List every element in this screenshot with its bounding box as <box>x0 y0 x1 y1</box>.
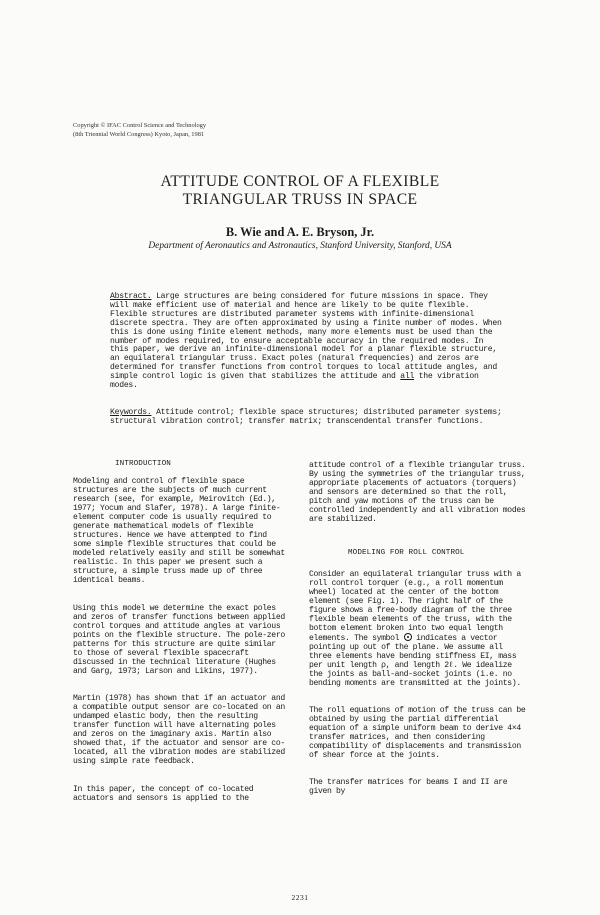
keywords-label: Keywords. <box>110 408 152 417</box>
authors: B. Wie and A. E. Bryson, Jr. <box>225 225 375 239</box>
roll-control-heading: MODELING FOR ROLL CONTROL <box>348 549 465 557</box>
roll-paragraph-1 <box>309 570 527 688</box>
keywords <box>110 409 505 427</box>
abstract-text: Large structures are being considered for future missions in space. They will make efficient use of material and hence are likely to be quite flexible. Flexible structures are distributed parameter systems with infinite-dimensional discrete spectra. They are often approximated by using a finite number of modes. When this is done using finite element methods, many more elements must be used than the number of modes required, to ensure acceptable accuracy in the required modes. In this paper, we derive an infinite-dimensional model for a planar flexible structure, an equilateral triangular truss. Exact poles (natural frequencies) and zeros are determined for transfer functions from control torques to local attitude angles, and simple control logic is given that stabilizes the attitude and <box>110 292 502 382</box>
page-number: 2231 <box>291 893 309 902</box>
copyright-line-2: (8th Triennial World Congress) Kyoto, Japan, 1981 <box>73 131 205 138</box>
intro-paragraph-3: Martin (1978) has shown that if an actuator and a compatible output sensor are co-located on an undamped elastic body, then the resulting transfer function will have alternating poles and zeros on the imaginary axis. Martin also showed that, if the actuator and sensor are co-located, all the vibration modes are stabilized using simple rate feedback. <box>73 694 285 766</box>
roll-paragraph-1-start: Consider an equilateral triangular truss with a roll control torquer (e.g., a roll momentum wheel) located at the center of the bottom element (see Fig. 1). The right half of the figure shows a free-body diagram of the three flexible beam elements of the truss, with the bottom element broken into two equal length elements. The symbol <box>309 570 521 643</box>
copyright-notice <box>73 121 333 139</box>
keywords-text: Attitude control; flexible space structures; distributed parameter systems; structural vibration control; transfer matrix; transcendental transfer functions. <box>110 408 502 426</box>
abstract-end: the vibration modes. <box>110 372 479 391</box>
copyright-line-1: Copyright © IFAC Control Science and Technology <box>73 122 207 129</box>
intro-paragraph-2: Using this model we determine the exact poles and zeros of transfer functions between applied control torques and attitude angles at various points on the flexible structure. The pole-zero patterns for this structure are quite similar to those of several flexible spacecraft discussed in the technical literature (Hughes and Garg, 1973; Larson and Likins, 1977). <box>73 604 285 676</box>
abstract-emphasis: all <box>400 372 415 382</box>
intro-paragraph-1: Modeling and control of flexible space structures are the subjects of much current research (see, for example, Meirovitch (Ed.), 1977; Yocum and Slafer, 1978). A large finite-element computer code is usually required to generate mathematical models of flexible structures. Hence we have attempted to find some simple flexible structures that could be modeled relatively easily and still be somewhat realistic. In this paper we present such a structure, a simple truss made up of three identical beams. <box>73 477 285 585</box>
introduction-heading: INTRODUCTION <box>115 460 171 468</box>
roll-paragraph-3: The transfer matrices for beams I and II are given by <box>309 778 508 796</box>
intro-paragraph-4: In this paper, the concept of co-located actuators and sensors is applied to the <box>73 785 254 803</box>
abstract-label: Abstract. <box>110 292 152 301</box>
title-line-2: TRIANGULAR TRUSS IN SPACE <box>182 191 418 208</box>
vector-out-of-plane-icon <box>404 633 412 641</box>
roll-paragraph-2: The roll equations of motion of the truss can be obtained by using the partial differential equation of a simple uniform beam to derive 4×4 transfer matrices, and then considering compatibility of displacements and transmission of shear force at the joints. <box>309 706 526 760</box>
abstract <box>110 293 505 391</box>
right-intro-paragraph: attitude control of a flexible triangular truss. By using the symmetries of the triangular truss, appropriate placements of actuators (torquers) and sensors are determined so that the roll, pitch and yaw motions of the truss can be controlled independently and all vibration modes are stabilized. <box>309 461 526 524</box>
roll-paragraph-1-end: indicates a vector pointing up out of the plane. We assume all three elements have bending stiffness EI, mass per unit length ρ, and length 2ℓ. We idealize the joints as ball-and-socket joints (i.e. no bending moments are transmitted at the joints). <box>309 634 521 688</box>
paper-title <box>0 173 600 209</box>
title-line-1: ATTITUDE CONTROL OF A FLEXIBLE <box>160 173 440 190</box>
affiliation: Department of Aeronautics and Astronautics, Stanford University, Stanford, USA <box>148 241 452 251</box>
